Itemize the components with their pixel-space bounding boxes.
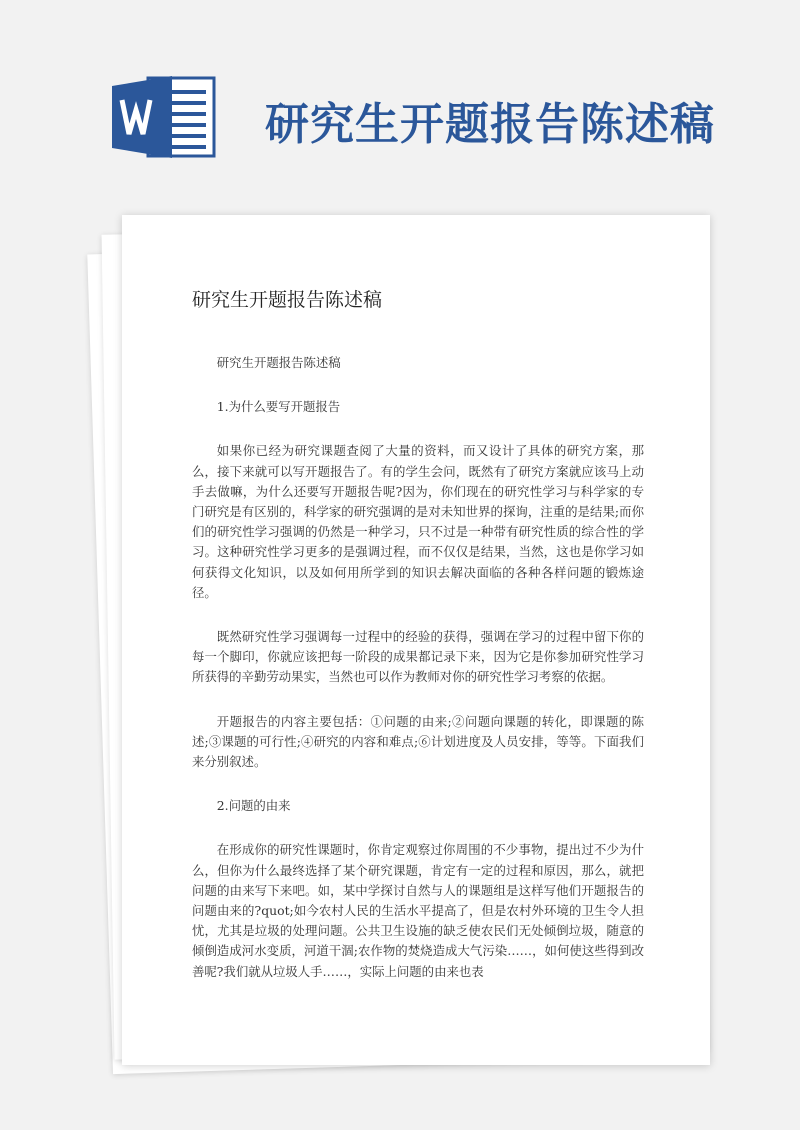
word-icon <box>110 72 220 162</box>
document-title: 研究生开题报告陈述稿 <box>192 289 383 311</box>
paragraph-subtitle: 研究生开题报告陈述稿 <box>216 355 341 370</box>
document-page <box>122 215 710 1065</box>
paragraph: 开题报告的内容主要包括：①问题的由来;②问题向课题的转化，即课题的陈述;③课题的可行性;④研究的内容和难点;⑥计划进度及人员安排，等等。下面我们来分别叙述。 <box>192 713 644 770</box>
banner-title: 研究生开题报告陈述稿 <box>265 99 715 150</box>
header-banner <box>0 0 800 200</box>
document-page-stack <box>100 215 710 1070</box>
section-heading: 1.为什么要写开题报告 <box>216 399 341 415</box>
section-heading: 2.问题的由来 <box>216 798 291 814</box>
paragraph: 如果你已经为研究课题查阅了大量的资料，而又设计了具体的研究方案，那么，接下来就可以写开题报告了。有的学生会问，既然有了研究方案就应该马上动手去做嘛，为什么还要写开题报告呢?因为，你们现在的研究性学习与科学家的专门研究是有区别的，科学家的研究强调的是对未知世界的探询，注重的是结果;而你们的研究性学习强调的仍然是一种学习，只不过是一种带有研究性质的综合性的学习。这种研究性学习更多的是强调过程，而不仅仅是结果，当然，这也是你学习如何获得文化知识，以及如何用所学到的知识去解决面临的各种各样问题的锻炼途径。 <box>192 443 644 600</box>
paragraph: 既然研究性学习强调每一过程中的经验的获得，强调在学习的过程中留下你的每一个脚印，你就应该把每一阶段的成果都记录下来，因为它是你参加研究性学习所获得的辛勤劳动果实，当然也可以作为教师对你的研究性学习考察的依据。 <box>192 629 644 685</box>
document-body <box>192 353 644 1006</box>
paragraph: 在形成你的研究性课题时，你肯定观察过你周围的不少事物，提出过不少为什么，但你为什么最终选择了某个研究课题，肯定有一定的过程和原因，那么，就把问题的由来写下来吧。如，某中学探讨自然与人的课题组是这样写他们开题报告的问题由来的?quot;如今农村人民的生活水平提高了，但是农村外环境的卫生令人担忧，尤其是垃圾的处理问题。公共卫生设施的缺乏使农民们无处倾倒垃圾，随意的倾倒造成河水变质，河道干涸;农作物的焚烧造成大气污染……，如何使这些得到改善呢?我们就从垃圾人手……，实际上问题的由来也表 <box>192 842 644 979</box>
